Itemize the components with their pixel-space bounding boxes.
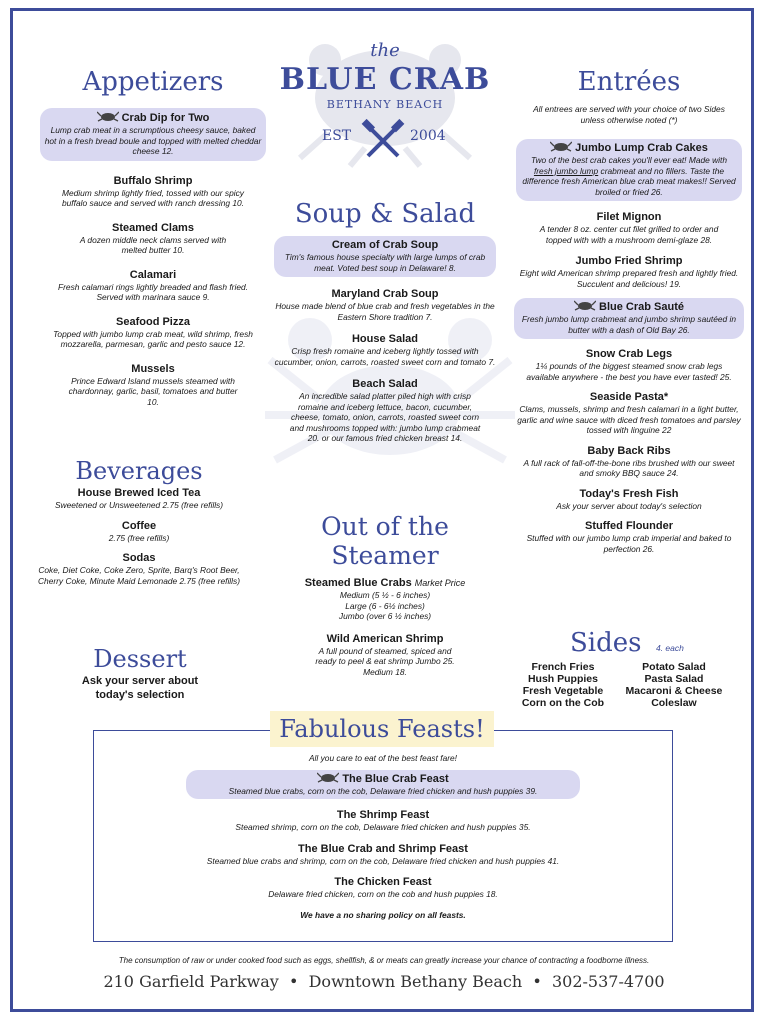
entree-item: [516, 487, 742, 512]
soup-salad-item: [274, 236, 496, 277]
steamer-size: Jumbo (over 6 ½ inches): [338, 611, 432, 621]
feast-name: The Blue Crab and Shrimp Feast: [298, 842, 468, 855]
appetizer-desc: Lump crab meat in a scrumptious cheesy sauce, baked hot in a fresh bread boule and topped with melted cheddar cheese 12.: [44, 125, 262, 156]
entree-name: Jumbo Lump Crab Cakes: [575, 142, 708, 154]
logo-the: the: [370, 40, 400, 61]
entree-item: [516, 519, 742, 554]
side-item: Potato Salad: [642, 661, 706, 673]
entree-name: Today's Fresh Fish: [579, 487, 679, 500]
steamer-name: Steamed Blue Crabs: [304, 577, 412, 589]
soup-salad-name: Cream of Crab Soup: [331, 239, 439, 251]
entree-desc: Stuffed with our jumbo lump crab imperial and baked to perfection 26.: [526, 533, 732, 554]
steamer-heading: Steamer: [331, 541, 439, 570]
side-item: Macaroni & Cheese: [625, 685, 723, 697]
feasts-policy: We have a no sharing policy on all feasts.: [300, 909, 466, 920]
appetizer-item: [46, 268, 260, 303]
entrees-section: [516, 66, 742, 554]
entree-item: [516, 444, 742, 479]
feasts-content: [94, 753, 672, 920]
beverage-item: [34, 551, 244, 586]
sides-heading: Sides: [570, 628, 642, 658]
side-item: Hush Puppies: [527, 673, 598, 685]
entree-desc: Clams, mussels, shrimp and fresh calamari in a light butter, garlic and wine sauce with diced fresh tomatoes and parsley tossed with linguine 22: [517, 404, 741, 435]
feast-name: The Blue Crab Feast: [342, 772, 449, 785]
blue-crab-logo: [270, 38, 500, 168]
entree-name: Jumbo Fried Shrimp: [575, 255, 683, 267]
sides-price: 4. each: [655, 643, 684, 653]
steamer-desc: A full pound of steamed, spiced and ready to peel & eat shrimp Jumbo 25. Medium 18.: [315, 645, 455, 677]
soup-salad-item: [274, 332, 496, 367]
appetizer-desc: Fresh calamari rings lightly breaded and flash fried. Served with marinara sauce 9.: [58, 281, 248, 302]
entree-name: Filet Mignon: [596, 211, 662, 223]
entree-item: [516, 347, 742, 382]
logo-location: BETHANY BEACH: [326, 98, 444, 111]
entree-desc: 1¼ pounds of the biggest steamed snow crab legs available anywhere - the best you have ever tasted! 25.: [526, 361, 732, 382]
logo-name: BLUE CRAB: [279, 62, 491, 97]
beverage-item: [34, 486, 244, 511]
feast-desc: Steamed shrimp, corn on the cob, Delaware fried chicken and hush puppies 35.: [235, 822, 531, 832]
soup-salad-name: Beach Salad: [352, 378, 418, 390]
crab-icon: [574, 300, 596, 311]
entrees-note: All entrees are served with your choice of two Sides unless otherwise noted (*): [533, 104, 725, 125]
entree-item: [516, 390, 742, 436]
dessert-section: [60, 644, 220, 702]
appetizer-desc: Topped with jumbo lump crab meat, wild shrimp, fresh mozzarella, parmesan, garlic and pesto sauce 12.: [53, 328, 253, 349]
feasts-title-banner: [270, 711, 494, 747]
crab-icon: [97, 111, 119, 122]
entree-name: Snow Crab Legs: [585, 348, 673, 360]
appetizer-item: [46, 221, 260, 256]
beverage-name: House Brewed Iced Tea: [77, 487, 201, 499]
logo-year: 2004: [410, 128, 446, 144]
side-item: Pasta Salad: [644, 673, 704, 685]
appetizer-desc: Prince Edward Island mussels steamed with chardonnay, garlic, basil, tomatoes and butter 10.: [68, 375, 238, 407]
appetizer-name: Mussels: [131, 362, 175, 375]
appetizers-section: [46, 66, 260, 407]
soup-salad-heading: Soup & Salad: [294, 199, 476, 229]
appetizer-name: Seafood Pizza: [116, 315, 190, 328]
soup-salad-item: [274, 287, 496, 322]
steamer-size: Medium (5 ½ - 6 inches): [339, 590, 431, 600]
steamer-name: Wild American Shrimp: [326, 632, 444, 645]
beverages-heading: Beverages: [75, 457, 203, 485]
feasts-intro: All you care to eat of the best feast fare!: [308, 753, 458, 763]
soup-salad-desc: Crisp fresh romaine and iceberg lightly tossed with cucumber, onion, carrots, roasted sweet corn and tomato 7.: [274, 346, 496, 367]
crab-icon: [317, 772, 339, 783]
entree-name: Baby Back Ribs: [587, 444, 671, 457]
steamer-item: [274, 576, 496, 622]
entree-item: [516, 254, 742, 289]
appetizer-name: Buffalo Shrimp: [113, 174, 193, 187]
feast-name: The Chicken Feast: [334, 876, 432, 888]
appetizer-item: [46, 362, 260, 408]
sides-table: [512, 661, 734, 709]
appetizer-name: Crab Dip for Two: [121, 112, 210, 124]
entree-name: Stuffed Flounder: [585, 520, 673, 532]
soup-salad-section: [274, 198, 496, 444]
entree-item: [514, 298, 744, 339]
appetizer-item: [46, 315, 260, 350]
entree-desc-part: crabmeat and no fillers. Taste the difference fresh American blue crab meat makes!! Served broiled or fried 26.: [522, 165, 736, 197]
appetizer-desc: A dozen middle neck clams served with melted butter 10.: [79, 234, 227, 255]
feasts-heading: Fabulous Feasts!: [279, 715, 485, 743]
side-item: Corn on the Cob: [521, 697, 605, 709]
dessert-text: Ask your server about today's selection: [81, 675, 199, 701]
entree-desc: Eight wild American shrimp prepared fresh and lightly fried. Succulent and delicious! 19.: [519, 268, 739, 289]
feast-item: [94, 808, 672, 833]
dessert-heading: Dessert: [93, 645, 187, 673]
soup-salad-desc: An incredible salad platter piled high with crisp romaine and iceberg lettuce, bacon, cucumber, cheese, tomato, onion, carrots, roasted sweet corn and mushrooms topped with: jumbo lump crabmeat 20. or our famous fried chicken breast 14.: [289, 391, 481, 443]
steamer-heading: Out of the: [321, 512, 449, 541]
side-item: Fresh Vegetable: [522, 685, 604, 697]
feast-item: [186, 770, 580, 800]
logo-est: EST: [322, 128, 352, 144]
entree-desc: Fresh jumbo lump crabmeat and jumbo shrimp sautéed in butter with a dash of Old Bay 26.: [521, 314, 737, 335]
feast-item: [94, 842, 672, 867]
appetizer-name: Calamari: [129, 268, 177, 281]
steamer-price: Market Price: [414, 578, 466, 588]
appetizer-name: Steamed Clams: [112, 221, 194, 234]
crab-icon: [550, 141, 572, 152]
appetizer-item: [46, 174, 260, 209]
beverage-name: Sodas: [122, 552, 156, 564]
footer-disclaimer: The consumption of raw or under cooked food such as eggs, shellfish, & or meats can greatly increase your chance of contracting a foodborne illness.: [118, 956, 650, 965]
soup-salad-desc: Tim's famous house specialty with large lumps of crab meat. Voted best soup in Delaware! 8.: [284, 252, 486, 273]
beverage-item: [34, 519, 244, 544]
footer-address: 210 Garfield Parkway • Downtown Bethany Beach • 302-537-4700: [103, 972, 665, 991]
beverage-desc: Sweetened or Unsweetened 2.75 (free refills): [54, 500, 224, 510]
entree-desc: A tender 8 oz. center cut filet grilled to order and topped with with a mushroom demi-glaze 28.: [539, 224, 719, 245]
entree-desc: Ask your server about today's selection: [556, 500, 702, 511]
beverage-desc: Coke, Diet Coke, Coke Zero, Sprite, Barq's Root Beer, Cherry Coke, Minute Maid Lemonade 2.75 (free refills): [37, 565, 241, 586]
appetizers-heading: Appetizers: [82, 67, 224, 97]
soup-salad-item: [274, 377, 496, 444]
steamer-section: [274, 512, 496, 677]
beverages-section: [34, 456, 244, 586]
sides-list: [512, 661, 734, 709]
feast-desc: Steamed blue crabs, corn on the cob, Delaware fried chicken and hush puppies 39.: [228, 785, 538, 796]
beverage-name: Coffee: [121, 519, 157, 532]
entree-desc: A full rack of fall-off-the-bone ribs brushed with our sweet and smoky BBQ sauce 24.: [523, 457, 735, 478]
entree-name: Blue Crab Sauté: [599, 301, 684, 313]
entree-desc-underline: fresh jumbo lump: [533, 165, 599, 176]
feast-name: The Shrimp Feast: [336, 809, 430, 821]
entree-name: Seaside Pasta*: [589, 391, 669, 403]
feast-desc: Delaware fried chicken, corn on the cob and hush puppies 18.: [268, 889, 498, 899]
side-item: French Fries: [531, 661, 595, 673]
soup-salad-name: House Salad: [351, 333, 419, 345]
appetizer-item: [40, 108, 266, 161]
entree-desc: [522, 155, 736, 197]
entrees-heading: Entrées: [577, 67, 681, 97]
entree-desc-part: Two of the best crab cakes you'll ever eat! Made with: [530, 155, 728, 165]
beverage-desc: 2.75 (free refills): [108, 532, 170, 543]
steamer-item: [274, 632, 496, 678]
feast-desc: Steamed blue crabs and shrimp, corn on the cob, Delaware fried chicken and hush puppies 41.: [206, 855, 560, 866]
feast-item: [94, 875, 672, 900]
soup-salad-name: Maryland Crab Soup: [331, 288, 439, 300]
entree-item: [516, 210, 742, 245]
steamer-size: Large (6 - 6½ inches): [345, 600, 425, 611]
feasts-section: [93, 730, 673, 942]
sides-heading-row: [570, 628, 740, 658]
soup-salad-desc: House made blend of blue crab and fresh vegetables in the Eastern Shore tradition 7.: [275, 301, 495, 322]
entree-item: [516, 139, 742, 201]
appetizer-desc: Medium shrimp lightly fried, tossed with our spicy buffalo sauce and served with ranch dressing 10.: [61, 187, 245, 208]
side-item: Coleslaw: [651, 697, 697, 709]
